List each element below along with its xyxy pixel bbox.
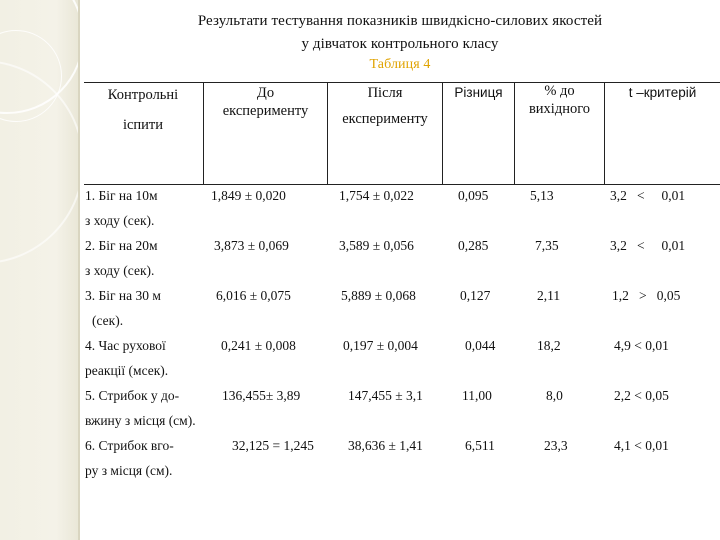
percent-value: 5,13 — [530, 188, 554, 203]
before-value: 0,241 ± 0,008 — [221, 338, 296, 353]
row-label: вжину з місця (см). — [85, 413, 196, 428]
before-value: 32,125 = 1,245 — [232, 438, 314, 453]
difference-value: 6,511 — [465, 438, 495, 453]
header-t-criterion: t –критерій — [628, 85, 697, 100]
header-before-experiment: До експерименту — [222, 85, 309, 119]
difference-value: 0,127 — [460, 288, 491, 303]
difference-value: 0,095 — [458, 188, 489, 203]
panel-divider — [78, 0, 80, 540]
after-value: 3,589 ± 0,056 — [339, 238, 414, 253]
row-label: 5. Стрибок у до- — [85, 388, 180, 403]
header-after-experiment: Після експерименту — [342, 85, 428, 127]
row-label: 1. Біг на 10м — [85, 188, 158, 203]
after-value: 147,455 ± 3,1 — [348, 388, 423, 403]
table-caption: Таблиця 4 — [369, 57, 431, 72]
decorative-ring — [0, 60, 80, 264]
after-value: 0,197 ± 0,004 — [343, 338, 418, 353]
header-difference: Різниця — [454, 85, 503, 100]
row-label: (сек). — [92, 313, 124, 328]
t-criterion-value: 3,2 < 0,01 — [610, 188, 686, 203]
t-criterion-value: 1,2 > 0,05 — [612, 288, 681, 303]
row-label: реакції (мсек). — [85, 363, 169, 378]
after-value: 38,636 ± 1,41 — [348, 438, 423, 453]
before-value: 136,455± 3,89 — [222, 388, 301, 403]
difference-value: 0,285 — [458, 238, 489, 253]
after-value: 5,889 ± 0,068 — [341, 288, 416, 303]
row-label: з ходу (сек). — [85, 263, 155, 278]
before-value: 6,016 ± 0,075 — [216, 288, 291, 303]
percent-value: 7,35 — [535, 238, 559, 253]
after-value: 1,754 ± 0,022 — [339, 188, 414, 203]
percent-value: 8,0 — [546, 388, 563, 403]
row-label: 3. Біг на 30 м — [85, 288, 161, 303]
before-value: 1,849 ± 0,020 — [211, 188, 286, 203]
decorative-side-panel — [0, 0, 80, 540]
header-bottom-border — [84, 184, 720, 185]
header-percent-of-initial: % до вихідного — [528, 83, 591, 117]
row-label: 2. Біг на 20м — [85, 238, 158, 253]
t-criterion-value: 3,2 < 0,01 — [610, 238, 686, 253]
percent-value: 18,2 — [537, 338, 561, 353]
before-value: 3,873 ± 0,069 — [214, 238, 289, 253]
t-criterion-value: 2,2 < 0,05 — [614, 388, 669, 403]
row-label: ру з місця (см). — [85, 463, 173, 478]
row-label: 4. Час рухової — [85, 338, 166, 353]
t-criterion-value: 4,1 < 0,01 — [614, 438, 669, 453]
page-title-line2: у дівчаток контрольного класу — [301, 36, 499, 52]
t-criterion-value: 4,9 < 0,01 — [614, 338, 669, 353]
header-control-tests: Контрольні іспити — [107, 87, 179, 133]
difference-value: 11,00 — [462, 388, 492, 403]
row-label: з ходу (сек). — [85, 213, 155, 228]
row-label: 6. Стрибок вго- — [85, 438, 174, 453]
percent-value: 2,11 — [537, 288, 561, 303]
page-title-line1: Результати тестування показників швидкісно-силових якостей — [197, 13, 603, 29]
difference-value: 0,044 — [465, 338, 496, 353]
percent-value: 23,3 — [544, 438, 568, 453]
